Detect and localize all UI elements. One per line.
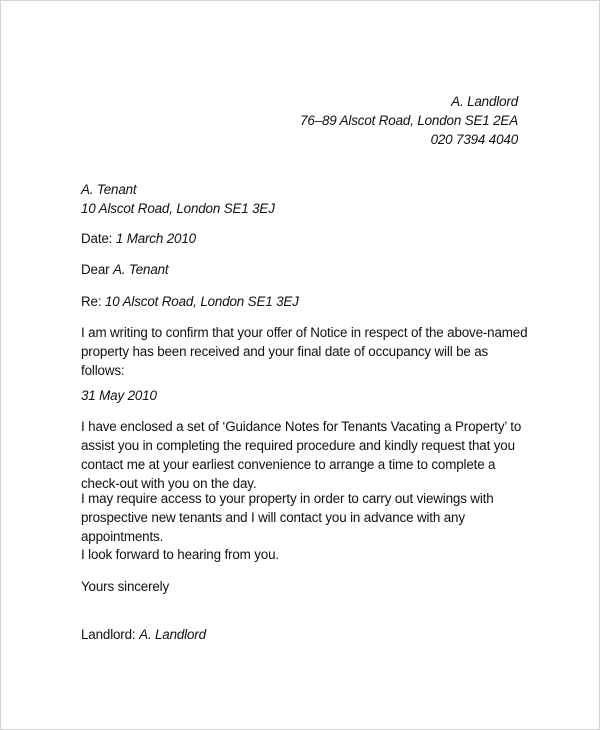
salutation-name: A. Tenant (113, 262, 169, 277)
final-occupancy-date: 31 May 2010 (81, 388, 157, 403)
body-paragraph-4: I look forward to hearing from you. (81, 547, 279, 562)
date-value: 1 March 2010 (115, 231, 196, 246)
body-paragraph-1: I am writing to confirm that your offer of Notice in respect of the above-named property has been received and your final date of occupancy will be as follows: (81, 325, 528, 378)
recipient-name: A. Tenant (81, 182, 137, 197)
sender-block (300, 92, 518, 149)
signature-name: A. Landlord (139, 627, 206, 642)
recipient-block (81, 180, 531, 218)
signature-label: Landlord: (81, 627, 140, 642)
salutation-label: Dear (81, 262, 113, 277)
salutation (81, 260, 531, 279)
sender-address: 76–89 Alscot Road, London SE1 2EA (300, 113, 518, 128)
body-paragraph-3: I may require access to your property in order to carry out viewings with prospective new tenants and I will contact you in advance with any appointments. (81, 491, 494, 544)
signature-line (81, 625, 531, 644)
body-paragraph-2: I have enclosed a set of ‘Guidance Notes for Tenants Vacating a Property’ to assist you in completing the required procedure and kindly request that you contact me at your earliest convenience to arrange a time to complete a check-out with you on the day. (81, 419, 522, 491)
closing: Yours sincerely (81, 579, 170, 594)
reference-line (81, 292, 531, 311)
date-label: Date: (81, 231, 116, 246)
recipient-address: 10 Alscot Road, London SE1 3EJ (81, 201, 275, 216)
date-line (81, 229, 531, 248)
reference-value: 10 Alscot Road, London SE1 3EJ (104, 294, 299, 309)
reference-label: Re: (81, 294, 105, 309)
sender-name: A. Landlord (451, 94, 518, 109)
sender-phone: 020 7394 4040 (430, 132, 518, 147)
